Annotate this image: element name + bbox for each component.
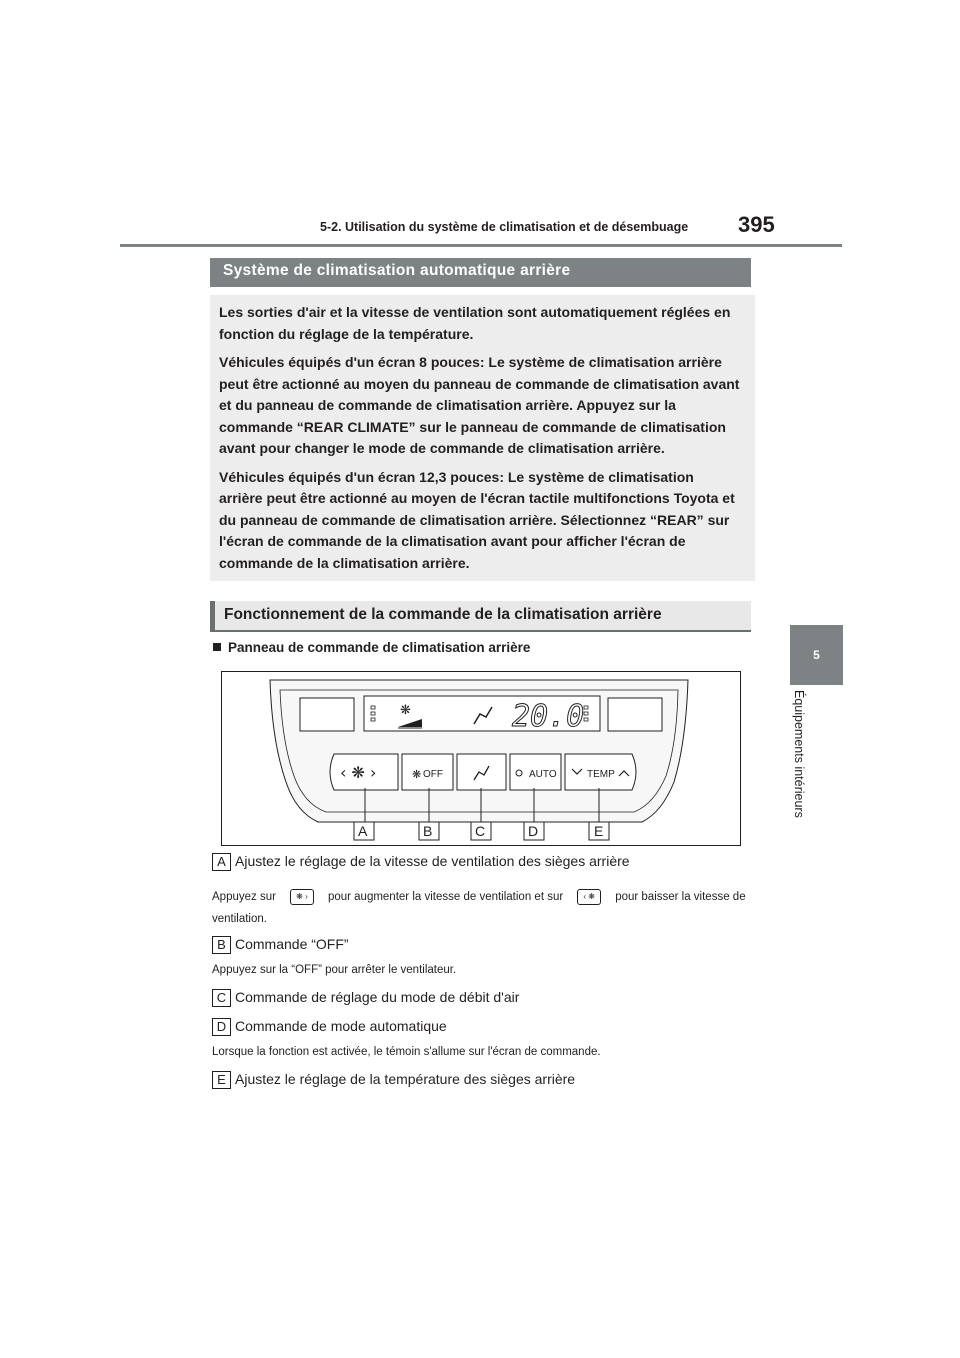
- intro-box: [210, 295, 755, 581]
- item-letter: D: [212, 1018, 231, 1036]
- item-a-note: [212, 886, 752, 930]
- item-title: Ajustez le réglage de la température des sièges arrière: [235, 1071, 576, 1088]
- item-title: Commande de réglage du mode de débit d'air: [235, 989, 520, 1006]
- panel-heading: [213, 640, 530, 655]
- callout-a: A: [358, 823, 368, 839]
- intro-paragraph: Véhicules équipés d'un écran 8 pouces: Le système de climatisation arrière peut être actionné au moyen du panneau de commande de climatisation avant et du panneau de commande de climatisation arrière. Appuyez sur la commande “REAR CLIMATE” sur le panneau de commande de climatisation avant pour changer le mode de commande de climatisation arrière.: [219, 354, 740, 456]
- header-section-title: 5-2. Utilisation du système de climatisation et de désembuage: [320, 220, 689, 234]
- item-title: Ajustez le réglage de la vitesse de ventilation des sièges arrière: [235, 853, 630, 870]
- off-button-label: OFF: [423, 769, 443, 780]
- display-temperature: 20.0: [512, 699, 585, 734]
- item-e: [212, 1071, 575, 1089]
- temp-button-label: TEMP: [587, 769, 615, 780]
- control-panel-illustration: [222, 672, 740, 845]
- control-panel-figure: [221, 671, 741, 846]
- auto-button-label: AUTO: [529, 769, 557, 780]
- section-title-operation: Fonctionnement de la commande de la climatisation arrière: [210, 601, 751, 632]
- callout-e: E: [594, 823, 604, 839]
- intro-paragraph: Les sorties d'air et la vitesse de ventilation sont automatiquement réglées en fonction du réglage de la température.: [219, 304, 731, 342]
- callout-b: B: [423, 823, 433, 839]
- item-d-note: Lorsque la fonction est activée, le témoin s'allume sur l'écran de commande.: [212, 1046, 601, 1058]
- item-b: [212, 936, 349, 954]
- fan-up-key-icon: ❋ ›: [290, 889, 314, 905]
- note-text: Appuyez sur: [212, 891, 276, 903]
- item-c: [212, 989, 519, 1007]
- item-letter: A: [212, 853, 231, 871]
- item-b-note: Appuyez sur la “OFF” pour arrêter le ventilateur.: [212, 964, 457, 976]
- svg-text:❋: ❋: [412, 768, 422, 781]
- callout-c: C: [475, 823, 486, 839]
- panel-heading-text: Panneau de commande de climatisation arrière: [228, 640, 531, 655]
- intro-paragraph: Véhicules équipés d'un écran 12,3 pouces: Le système de climatisation arrière peut être actionné au moyen de l'écran tactile multifonctions Toyota et du panneau de commande de climatisation arrière. Sélectionnez “REAR” sur l'écran de commande de la climatisation avant pour afficher l'écran de commande de la climatisation arrière.: [219, 468, 735, 571]
- chapter-label: Équipements intérieurs: [792, 690, 806, 818]
- item-title: Commande “OFF”: [235, 936, 349, 953]
- section-title-rear-climate: Système de climatisation automatique arrière: [210, 258, 751, 287]
- item-title: Commande de mode automatique: [235, 1018, 447, 1035]
- svg-text:❋: ❋: [400, 703, 411, 718]
- chapter-tab: 5: [790, 625, 843, 685]
- fan-down-key-icon: ‹ ❋: [577, 889, 601, 905]
- callout-d: D: [528, 823, 539, 839]
- header-divider: [120, 244, 842, 247]
- item-d: [212, 1018, 447, 1036]
- square-bullet-icon: [213, 643, 221, 651]
- item-a: [212, 853, 630, 871]
- item-letter: E: [212, 1071, 231, 1089]
- item-letter: B: [212, 936, 231, 954]
- svg-text:‹ ❋ ›: ‹ ❋ ›: [340, 763, 377, 782]
- page-number: 395: [738, 212, 775, 237]
- note-text: pour augmenter la vitesse de ventilation et sur: [327, 891, 564, 903]
- note-text: pour baisser la vitesse de ventilation.: [212, 891, 746, 925]
- item-letter: C: [212, 989, 231, 1007]
